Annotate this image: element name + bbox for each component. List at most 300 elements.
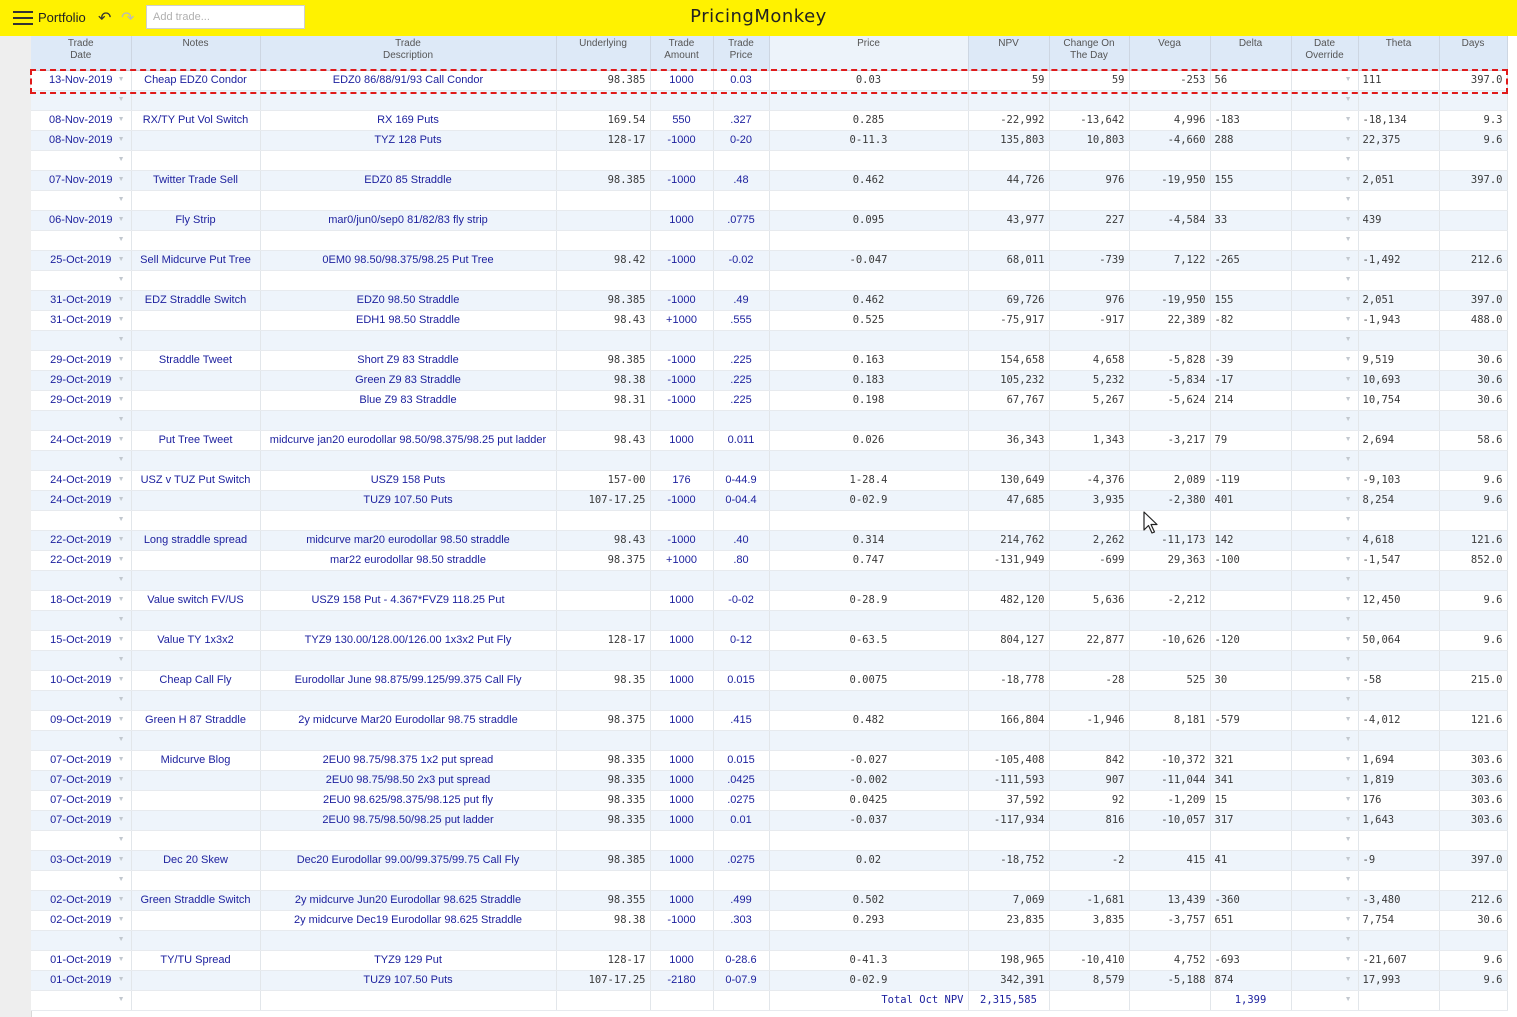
trade-price-cell[interactable]: 0.01 xyxy=(713,810,769,830)
npv-cell[interactable]: -75,917 xyxy=(968,310,1049,330)
npv-cell[interactable] xyxy=(968,190,1049,210)
trade-amount-cell[interactable] xyxy=(650,150,713,170)
vega-cell[interactable] xyxy=(1129,570,1210,590)
date-override-cell[interactable] xyxy=(1291,270,1358,290)
trade-description-cell[interactable]: TYZ 128 Puts xyxy=(260,130,556,150)
price-cell[interactable] xyxy=(769,650,968,670)
trade-date-cell[interactable]: 22-Oct-2019 ▼ xyxy=(31,530,131,550)
price-cell[interactable]: 0.314 xyxy=(769,530,968,550)
underlying-cell[interactable] xyxy=(556,230,650,250)
trade-price-cell[interactable] xyxy=(713,330,769,350)
price-cell[interactable]: 0.198 xyxy=(769,390,968,410)
dropdown-arrow-icon[interactable]: ▼ xyxy=(117,975,125,983)
notes-cell[interactable]: Midcurve Blog xyxy=(131,750,260,770)
change-on-day-cell[interactable]: -28 xyxy=(1049,670,1129,690)
vega-cell[interactable]: 7,122 xyxy=(1129,250,1210,270)
days-cell[interactable]: 303.6 xyxy=(1439,810,1507,830)
days-cell[interactable]: 488.0 xyxy=(1439,310,1507,330)
trade-date-cell[interactable]: 01-Oct-2019 ▼ xyxy=(31,970,131,990)
price-cell[interactable] xyxy=(769,410,968,430)
vega-cell[interactable]: 13,439 xyxy=(1129,890,1210,910)
trade-price-cell[interactable]: .80 xyxy=(713,550,769,570)
trade-amount-cell[interactable] xyxy=(650,230,713,250)
notes-cell[interactable] xyxy=(131,770,260,790)
underlying-cell[interactable]: 98.335 xyxy=(556,810,650,830)
dropdown-arrow-icon[interactable]: ▼ xyxy=(117,215,125,223)
trade-price-cell[interactable] xyxy=(713,410,769,430)
price-cell[interactable]: 0.095 xyxy=(769,210,968,230)
days-cell[interactable]: 303.6 xyxy=(1439,770,1507,790)
trade-amount-cell[interactable]: -2180 xyxy=(650,970,713,990)
trade-price-cell[interactable]: .225 xyxy=(713,350,769,370)
dropdown-arrow-icon[interactable]: ▼ xyxy=(1344,75,1352,83)
dropdown-arrow-icon[interactable]: ▼ xyxy=(1344,695,1352,703)
delta-cell[interactable]: 651 xyxy=(1210,910,1291,930)
notes-cell[interactable]: Twitter Trade Sell xyxy=(131,170,260,190)
trade-description-cell[interactable]: Green Z9 83 Straddle xyxy=(260,370,556,390)
vega-cell[interactable]: -10,057 xyxy=(1129,810,1210,830)
add-trade-input[interactable] xyxy=(146,5,305,29)
notes-cell[interactable]: EDZ Straddle Switch xyxy=(131,290,260,310)
trade-row[interactable] xyxy=(31,430,1507,450)
trade-row[interactable] xyxy=(31,810,1507,830)
dropdown-arrow-icon[interactable]: ▼ xyxy=(117,315,125,323)
notes-cell[interactable]: Put Tree Tweet xyxy=(131,430,260,450)
vega-cell[interactable] xyxy=(1129,870,1210,890)
dropdown-arrow-icon[interactable]: ▼ xyxy=(117,335,125,343)
days-cell[interactable] xyxy=(1439,150,1507,170)
date-override-cell[interactable] xyxy=(1291,330,1358,350)
dropdown-arrow-icon[interactable]: ▼ xyxy=(117,435,125,443)
trade-description-cell[interactable] xyxy=(260,410,556,430)
trade-amount-cell[interactable]: -1000 xyxy=(650,350,713,370)
trade-row[interactable] xyxy=(31,390,1507,410)
trade-date-cell[interactable] xyxy=(31,330,131,350)
vega-cell[interactable]: 4,996 xyxy=(1129,110,1210,130)
delta-cell[interactable] xyxy=(1210,590,1291,610)
npv-cell[interactable]: 47,685 xyxy=(968,490,1049,510)
price-cell[interactable]: 0.02 xyxy=(769,850,968,870)
notes-cell[interactable] xyxy=(131,650,260,670)
price-cell[interactable]: 0-28.9 xyxy=(769,590,968,610)
trade-description-cell[interactable]: 2EU0 98.75/98.50/98.25 put ladder xyxy=(260,810,556,830)
dropdown-arrow-icon[interactable]: ▼ xyxy=(1344,295,1352,303)
trade-row[interactable] xyxy=(31,910,1507,930)
change-on-day-cell[interactable] xyxy=(1049,90,1129,110)
trade-description-cell[interactable]: USZ9 158 Puts xyxy=(260,470,556,490)
dropdown-arrow-icon[interactable]: ▼ xyxy=(1344,795,1352,803)
npv-cell[interactable] xyxy=(968,330,1049,350)
vega-cell[interactable]: -11,173 xyxy=(1129,530,1210,550)
npv-cell[interactable]: 482,120 xyxy=(968,590,1049,610)
trade-price-cell[interactable]: .0775 xyxy=(713,210,769,230)
dropdown-arrow-icon[interactable]: ▼ xyxy=(1344,435,1352,443)
npv-cell[interactable]: 43,977 xyxy=(968,210,1049,230)
spacer-row[interactable] xyxy=(31,610,1507,630)
column-header[interactable] xyxy=(1210,36,1291,70)
days-cell[interactable] xyxy=(1439,510,1507,530)
change-on-day-cell[interactable]: 92 xyxy=(1049,790,1129,810)
trade-price-cell[interactable]: 0.015 xyxy=(713,670,769,690)
delta-cell[interactable]: 56 xyxy=(1210,70,1291,90)
vega-cell[interactable]: -5,624 xyxy=(1129,390,1210,410)
trade-date-cell[interactable]: 07-Oct-2019 ▼ xyxy=(31,770,131,790)
date-override-cell[interactable] xyxy=(1291,690,1358,710)
delta-cell[interactable]: -183 xyxy=(1210,110,1291,130)
days-cell[interactable] xyxy=(1439,230,1507,250)
price-cell[interactable] xyxy=(769,510,968,530)
dropdown-arrow-icon[interactable]: ▼ xyxy=(1344,475,1352,483)
dropdown-arrow-icon[interactable]: ▼ xyxy=(117,115,125,123)
date-override-cell[interactable] xyxy=(1291,610,1358,630)
change-on-day-cell[interactable]: -917 xyxy=(1049,310,1129,330)
spacer-row[interactable] xyxy=(31,190,1507,210)
trade-description-cell[interactable]: 2EU0 98.75/98.50 2x3 put spread xyxy=(260,770,556,790)
underlying-cell[interactable] xyxy=(556,650,650,670)
notes-cell[interactable] xyxy=(131,450,260,470)
delta-cell[interactable]: 142 xyxy=(1210,530,1291,550)
trade-amount-cell[interactable] xyxy=(650,570,713,590)
theta-cell[interactable] xyxy=(1358,410,1439,430)
trade-price-cell[interactable] xyxy=(713,610,769,630)
date-override-cell[interactable] xyxy=(1291,790,1358,810)
trade-date-cell[interactable] xyxy=(31,150,131,170)
trade-date-cell[interactable] xyxy=(31,90,131,110)
column-header[interactable] xyxy=(650,36,713,70)
npv-cell[interactable] xyxy=(968,610,1049,630)
dropdown-arrow-icon[interactable]: ▼ xyxy=(117,935,125,943)
price-cell[interactable] xyxy=(769,690,968,710)
dropdown-arrow-icon[interactable]: ▼ xyxy=(117,555,125,563)
dropdown-arrow-icon[interactable]: ▼ xyxy=(1344,995,1352,1003)
dropdown-arrow-icon[interactable]: ▼ xyxy=(1344,195,1352,203)
trade-price-cell[interactable] xyxy=(713,690,769,710)
days-cell[interactable]: 9.6 xyxy=(1439,950,1507,970)
underlying-cell[interactable]: 107-17.25 xyxy=(556,490,650,510)
change-on-day-cell[interactable]: 227 xyxy=(1049,210,1129,230)
trade-row[interactable] xyxy=(31,370,1507,390)
theta-cell[interactable] xyxy=(1358,730,1439,750)
trade-amount-cell[interactable]: 1000 xyxy=(650,810,713,830)
theta-cell[interactable] xyxy=(1358,330,1439,350)
vega-cell[interactable]: 22,389 xyxy=(1129,310,1210,330)
vega-cell[interactable]: 4,752 xyxy=(1129,950,1210,970)
dropdown-arrow-icon[interactable]: ▼ xyxy=(117,775,125,783)
dropdown-arrow-icon[interactable]: ▼ xyxy=(1344,595,1352,603)
underlying-cell[interactable]: 128-17 xyxy=(556,130,650,150)
change-on-day-cell[interactable]: 4,658 xyxy=(1049,350,1129,370)
underlying-cell[interactable] xyxy=(556,930,650,950)
vega-cell[interactable]: -11,044 xyxy=(1129,770,1210,790)
price-cell[interactable] xyxy=(769,150,968,170)
days-cell[interactable]: 9.6 xyxy=(1439,970,1507,990)
trade-description-cell[interactable]: EDZ0 86/88/91/93 Call Condor xyxy=(260,70,556,90)
notes-cell[interactable]: Value switch FV/US xyxy=(131,590,260,610)
spacer-row[interactable] xyxy=(31,690,1507,710)
npv-cell[interactable]: 154,658 xyxy=(968,350,1049,370)
price-cell[interactable]: 0.163 xyxy=(769,350,968,370)
dropdown-arrow-icon[interactable]: ▼ xyxy=(1344,135,1352,143)
spacer-row[interactable] xyxy=(31,90,1507,110)
date-override-cell[interactable] xyxy=(1291,870,1358,890)
days-cell[interactable]: 397.0 xyxy=(1439,290,1507,310)
trade-description-cell[interactable]: EDZ0 98.50 Straddle xyxy=(260,290,556,310)
trade-date-cell[interactable] xyxy=(31,190,131,210)
dropdown-arrow-icon[interactable]: ▼ xyxy=(117,635,125,643)
trade-row[interactable] xyxy=(31,670,1507,690)
price-cell[interactable]: 0-41.3 xyxy=(769,950,968,970)
notes-cell[interactable] xyxy=(131,390,260,410)
notes-cell[interactable] xyxy=(131,910,260,930)
notes-cell[interactable] xyxy=(131,690,260,710)
trade-description-cell[interactable]: 2EU0 98.75/98.375 1x2 put spread xyxy=(260,750,556,770)
price-cell[interactable]: 0-02.9 xyxy=(769,970,968,990)
change-on-day-cell[interactable] xyxy=(1049,270,1129,290)
underlying-cell[interactable] xyxy=(556,150,650,170)
days-cell[interactable] xyxy=(1439,450,1507,470)
dropdown-arrow-icon[interactable]: ▼ xyxy=(117,275,125,283)
change-on-day-cell[interactable] xyxy=(1049,410,1129,430)
column-header[interactable] xyxy=(713,36,769,70)
trade-amount-cell[interactable]: 1000 xyxy=(650,950,713,970)
trade-price-cell[interactable]: -0.02 xyxy=(713,250,769,270)
npv-cell[interactable]: 130,649 xyxy=(968,470,1049,490)
dropdown-arrow-icon[interactable]: ▼ xyxy=(1344,415,1352,423)
trade-amount-cell[interactable]: 1000 xyxy=(650,590,713,610)
trade-amount-cell[interactable]: +1000 xyxy=(650,310,713,330)
trade-amount-cell[interactable]: 1000 xyxy=(650,210,713,230)
dropdown-arrow-icon[interactable]: ▼ xyxy=(117,135,125,143)
column-header[interactable] xyxy=(769,36,968,70)
notes-cell[interactable]: Green Straddle Switch xyxy=(131,890,260,910)
dropdown-arrow-icon[interactable]: ▼ xyxy=(1344,635,1352,643)
npv-cell[interactable]: 67,767 xyxy=(968,390,1049,410)
date-override-cell[interactable] xyxy=(1291,390,1358,410)
npv-cell[interactable] xyxy=(968,510,1049,530)
delta-cell[interactable]: -120 xyxy=(1210,630,1291,650)
theta-cell[interactable]: -1,492 xyxy=(1358,250,1439,270)
days-cell[interactable] xyxy=(1439,330,1507,350)
trade-amount-cell[interactable] xyxy=(650,610,713,630)
trade-row[interactable] xyxy=(31,130,1507,150)
column-header[interactable] xyxy=(260,36,556,70)
trade-amount-cell[interactable]: -1000 xyxy=(650,250,713,270)
npv-cell[interactable] xyxy=(968,650,1049,670)
underlying-cell[interactable] xyxy=(556,450,650,470)
npv-cell[interactable]: -18,778 xyxy=(968,670,1049,690)
theta-cell[interactable]: 50,064 xyxy=(1358,630,1439,650)
trade-amount-cell[interactable] xyxy=(650,650,713,670)
column-header[interactable] xyxy=(1291,36,1358,70)
dropdown-arrow-icon[interactable]: ▼ xyxy=(1344,615,1352,623)
underlying-cell[interactable]: 98.385 xyxy=(556,350,650,370)
days-cell[interactable] xyxy=(1439,210,1507,230)
theta-cell[interactable] xyxy=(1358,690,1439,710)
trade-row[interactable] xyxy=(31,490,1507,510)
delta-cell[interactable]: -360 xyxy=(1210,890,1291,910)
days-cell[interactable] xyxy=(1439,650,1507,670)
notes-cell[interactable]: Cheap EDZ0 Condor xyxy=(131,70,260,90)
trade-date-cell[interactable]: 22-Oct-2019 ▼ xyxy=(31,550,131,570)
npv-cell[interactable]: 23,835 xyxy=(968,910,1049,930)
trade-row[interactable] xyxy=(31,210,1507,230)
change-on-day-cell[interactable] xyxy=(1049,730,1129,750)
date-override-cell[interactable] xyxy=(1291,810,1358,830)
change-on-day-cell[interactable]: -4,376 xyxy=(1049,470,1129,490)
trade-date-cell[interactable]: 08-Nov-2019 ▼ xyxy=(31,130,131,150)
spacer-row[interactable] xyxy=(31,930,1507,950)
change-on-day-cell[interactable]: 816 xyxy=(1049,810,1129,830)
trade-date-cell[interactable]: 02-Oct-2019 ▼ xyxy=(31,890,131,910)
underlying-cell[interactable]: 98.43 xyxy=(556,310,650,330)
trade-row[interactable] xyxy=(31,770,1507,790)
trade-date-cell[interactable]: 24-Oct-2019 ▼ xyxy=(31,430,131,450)
underlying-cell[interactable] xyxy=(556,690,650,710)
underlying-cell[interactable] xyxy=(556,190,650,210)
price-cell[interactable]: 0-02.9 xyxy=(769,490,968,510)
notes-cell[interactable] xyxy=(131,570,260,590)
theta-cell[interactable]: 1,819 xyxy=(1358,770,1439,790)
trade-description-cell[interactable]: 2y midcurve Dec19 Eurodollar 98.625 Straddle xyxy=(260,910,556,930)
days-cell[interactable]: 58.6 xyxy=(1439,430,1507,450)
dropdown-arrow-icon[interactable]: ▼ xyxy=(117,95,125,103)
dropdown-arrow-icon[interactable]: ▼ xyxy=(117,355,125,363)
trade-price-cell[interactable]: 0.011 xyxy=(713,430,769,450)
vega-cell[interactable]: -5,188 xyxy=(1129,970,1210,990)
npv-cell[interactable]: 342,391 xyxy=(968,970,1049,990)
delta-cell[interactable]: -265 xyxy=(1210,250,1291,270)
theta-cell[interactable]: 12,450 xyxy=(1358,590,1439,610)
npv-cell[interactable]: 166,804 xyxy=(968,710,1049,730)
notes-cell[interactable]: Fly Strip xyxy=(131,210,260,230)
vega-cell[interactable]: -19,950 xyxy=(1129,290,1210,310)
npv-cell[interactable] xyxy=(968,270,1049,290)
trade-row[interactable] xyxy=(31,350,1507,370)
dropdown-arrow-icon[interactable]: ▼ xyxy=(117,715,125,723)
date-override-cell[interactable] xyxy=(1291,70,1358,90)
change-on-day-cell[interactable] xyxy=(1049,150,1129,170)
date-override-cell[interactable] xyxy=(1291,590,1358,610)
theta-cell[interactable] xyxy=(1358,610,1439,630)
trade-date-cell[interactable] xyxy=(31,690,131,710)
notes-cell[interactable]: USZ v TUZ Put Switch xyxy=(131,470,260,490)
delta-cell[interactable]: 33 xyxy=(1210,210,1291,230)
dropdown-arrow-icon[interactable]: ▼ xyxy=(1344,495,1352,503)
trade-amount-cell[interactable]: 1000 xyxy=(650,630,713,650)
trade-amount-cell[interactable]: 1000 xyxy=(650,430,713,450)
change-on-day-cell[interactable] xyxy=(1049,930,1129,950)
change-on-day-cell[interactable] xyxy=(1049,450,1129,470)
trade-price-cell[interactable] xyxy=(713,90,769,110)
dropdown-arrow-icon[interactable]: ▼ xyxy=(1344,395,1352,403)
npv-cell[interactable]: -117,934 xyxy=(968,810,1049,830)
change-on-day-cell[interactable]: 10,803 xyxy=(1049,130,1129,150)
days-cell[interactable]: 30.6 xyxy=(1439,370,1507,390)
vega-cell[interactable]: -10,626 xyxy=(1129,630,1210,650)
notes-cell[interactable] xyxy=(131,510,260,530)
trade-amount-cell[interactable]: -1000 xyxy=(650,390,713,410)
trade-date-cell[interactable]: 13-Nov-2019 ▼ xyxy=(31,70,131,90)
trade-description-cell[interactable]: Eurodollar June 98.875/99.125/99.375 Call Fly xyxy=(260,670,556,690)
price-cell[interactable] xyxy=(769,870,968,890)
dropdown-arrow-icon[interactable]: ▼ xyxy=(1344,975,1352,983)
spacer-row[interactable] xyxy=(31,270,1507,290)
vega-cell[interactable]: 525 xyxy=(1129,670,1210,690)
change-on-day-cell[interactable]: -739 xyxy=(1049,250,1129,270)
trade-date-cell[interactable]: 24-Oct-2019 ▼ xyxy=(31,470,131,490)
date-override-cell[interactable] xyxy=(1291,230,1358,250)
dropdown-arrow-icon[interactable]: ▼ xyxy=(1344,895,1352,903)
dropdown-arrow-icon[interactable]: ▼ xyxy=(1344,335,1352,343)
days-cell[interactable] xyxy=(1439,270,1507,290)
spacer-row[interactable] xyxy=(31,510,1507,530)
theta-cell[interactable]: 7,754 xyxy=(1358,910,1439,930)
trade-row[interactable] xyxy=(31,970,1507,990)
dropdown-arrow-icon[interactable]: ▼ xyxy=(117,495,125,503)
npv-cell[interactable]: 36,343 xyxy=(968,430,1049,450)
price-cell[interactable] xyxy=(769,90,968,110)
trade-amount-cell[interactable]: -1000 xyxy=(650,370,713,390)
price-cell[interactable]: -0.037 xyxy=(769,810,968,830)
theta-cell[interactable]: 2,051 xyxy=(1358,170,1439,190)
trade-date-cell[interactable]: 24-Oct-2019 ▼ xyxy=(31,490,131,510)
dropdown-arrow-icon[interactable]: ▼ xyxy=(1344,535,1352,543)
dropdown-arrow-icon[interactable]: ▼ xyxy=(1344,855,1352,863)
delta-cell[interactable]: 30 xyxy=(1210,670,1291,690)
dropdown-arrow-icon[interactable]: ▼ xyxy=(117,755,125,763)
vega-cell[interactable] xyxy=(1129,230,1210,250)
trade-description-cell[interactable] xyxy=(260,830,556,850)
npv-cell[interactable]: 44,726 xyxy=(968,170,1049,190)
trade-price-cell[interactable]: -0-02 xyxy=(713,590,769,610)
dropdown-arrow-icon[interactable]: ▼ xyxy=(117,475,125,483)
dropdown-arrow-icon[interactable]: ▼ xyxy=(1344,375,1352,383)
vega-cell[interactable] xyxy=(1129,190,1210,210)
trade-price-cell[interactable]: 0-07.9 xyxy=(713,970,769,990)
date-override-cell[interactable] xyxy=(1291,130,1358,150)
days-cell[interactable]: 9.6 xyxy=(1439,470,1507,490)
delta-cell[interactable] xyxy=(1210,450,1291,470)
dropdown-arrow-icon[interactable]: ▼ xyxy=(1344,355,1352,363)
days-cell[interactable]: 212.6 xyxy=(1439,890,1507,910)
trade-amount-cell[interactable] xyxy=(650,410,713,430)
dropdown-arrow-icon[interactable]: ▼ xyxy=(117,915,125,923)
delta-cell[interactable]: -17 xyxy=(1210,370,1291,390)
vega-cell[interactable]: -3,217 xyxy=(1129,430,1210,450)
delta-cell[interactable] xyxy=(1210,570,1291,590)
vega-cell[interactable] xyxy=(1129,410,1210,430)
date-override-cell[interactable] xyxy=(1291,170,1358,190)
delta-cell[interactable] xyxy=(1210,730,1291,750)
change-on-day-cell[interactable] xyxy=(1049,690,1129,710)
trade-date-cell[interactable] xyxy=(31,570,131,590)
price-cell[interactable]: -0.002 xyxy=(769,770,968,790)
delta-cell[interactable]: 288 xyxy=(1210,130,1291,150)
theta-cell[interactable]: 4,618 xyxy=(1358,530,1439,550)
npv-cell[interactable] xyxy=(968,690,1049,710)
notes-cell[interactable] xyxy=(131,90,260,110)
change-on-day-cell[interactable] xyxy=(1049,330,1129,350)
dropdown-arrow-icon[interactable]: ▼ xyxy=(1344,835,1352,843)
dropdown-arrow-icon[interactable]: ▼ xyxy=(1344,455,1352,463)
trade-description-cell[interactable] xyxy=(260,510,556,530)
dropdown-arrow-icon[interactable]: ▼ xyxy=(1344,735,1352,743)
dropdown-arrow-icon[interactable]: ▼ xyxy=(117,995,125,1003)
notes-cell[interactable] xyxy=(131,230,260,250)
trade-date-cell[interactable] xyxy=(31,230,131,250)
theta-cell[interactable]: 10,693 xyxy=(1358,370,1439,390)
days-cell[interactable]: 212.6 xyxy=(1439,250,1507,270)
